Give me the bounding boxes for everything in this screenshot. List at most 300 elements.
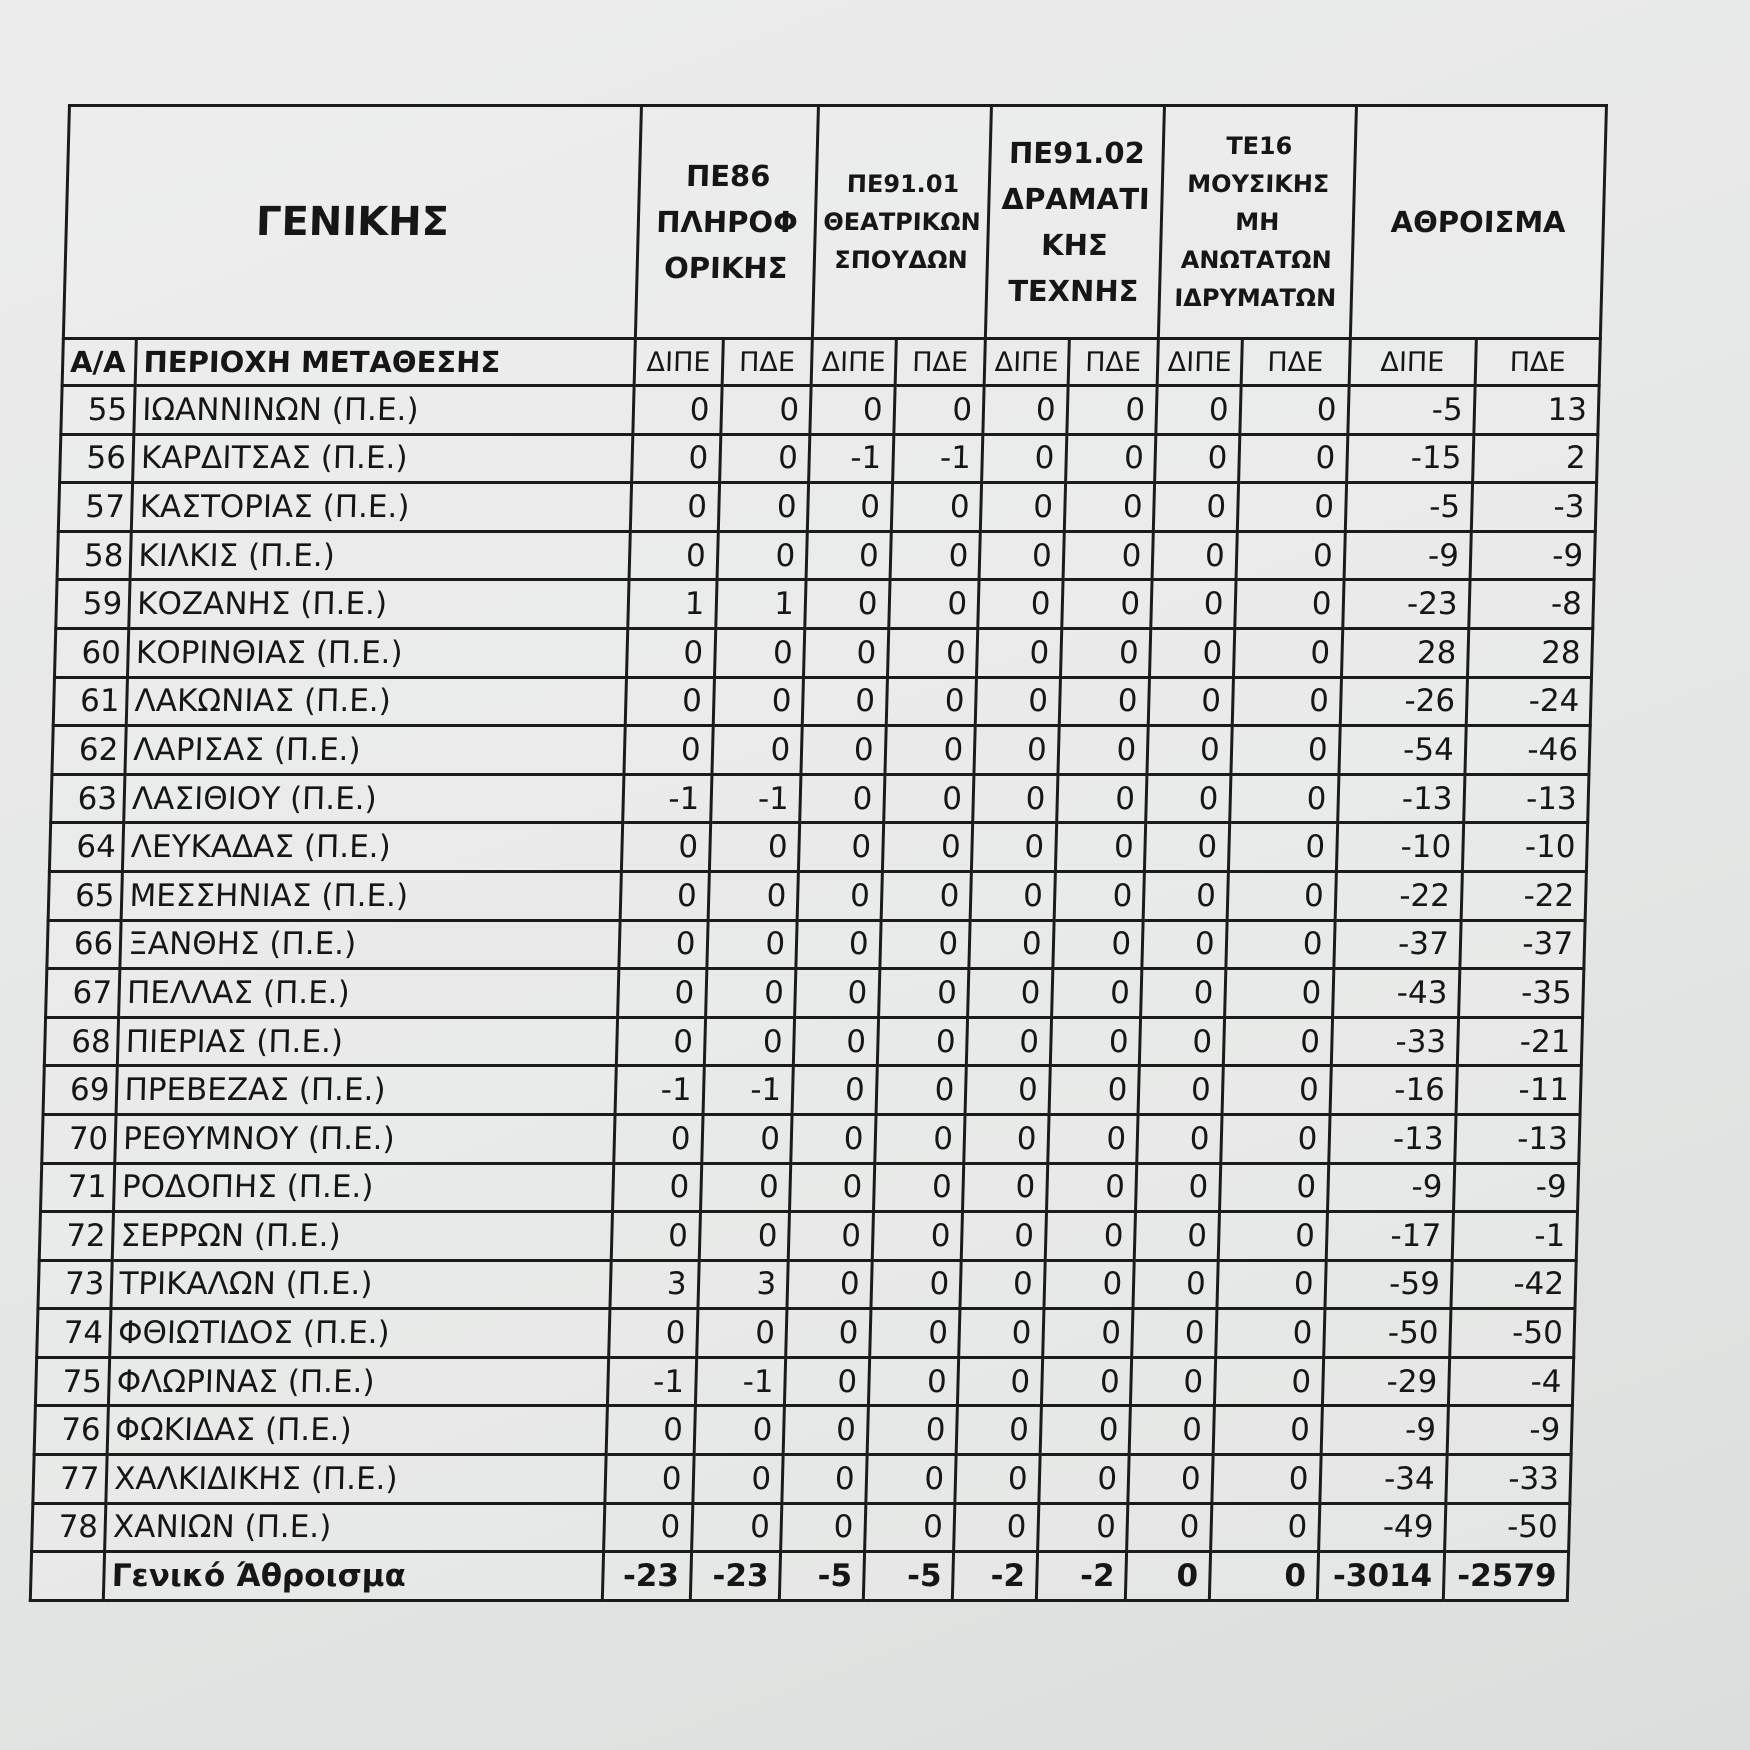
value-cell: 0 <box>1238 434 1347 483</box>
value-cell: -10 <box>1462 823 1588 872</box>
row-number: 67 <box>46 969 121 1018</box>
value-cell: 0 <box>605 1455 694 1504</box>
value-cell: 0 <box>1155 434 1240 483</box>
value-cell: 0 <box>788 1212 873 1261</box>
value-cell: 0 <box>885 726 976 775</box>
value-cell: 0 <box>699 1212 790 1261</box>
row-number: 64 <box>49 823 124 872</box>
region-name: ΛΕΥΚΑΔΑΣ (Π.Ε.) <box>123 823 623 872</box>
value-cell: -13 <box>1455 1114 1581 1163</box>
value-cell: 0 <box>1066 386 1157 435</box>
value-cell: 0 <box>1148 677 1233 726</box>
value-cell: 1 <box>715 580 806 629</box>
group-line: ΘΕΑΤΡΙΚΩΝ <box>822 208 982 236</box>
value-cell: 0 <box>1239 386 1348 435</box>
document-sheet <box>29 104 1608 1595</box>
value-cell: 0 <box>1064 483 1155 532</box>
table-row <box>57 531 1595 580</box>
value-cell: -29 <box>1322 1357 1449 1406</box>
region-name: ΠΡΕΒΕΖΑΣ (Π.Ε.) <box>116 1066 616 1115</box>
value-cell: 0 <box>624 726 713 775</box>
col-pde-header: ΠΔΕ <box>1068 339 1159 386</box>
region-name: ΧΑΛΚΙΔΙΚΗΣ (Π.Ε.) <box>106 1455 606 1504</box>
table-row <box>35 1357 1573 1406</box>
col-pde-header: ΠΔΕ <box>895 339 986 386</box>
value-cell: -16 <box>1330 1066 1457 1115</box>
value-cell: -9 <box>1321 1406 1448 1455</box>
table-row <box>48 871 1586 920</box>
value-cell: 0 <box>781 1503 866 1552</box>
group-header-sum <box>1350 106 1607 339</box>
value-cell: 0 <box>1152 531 1237 580</box>
value-cell: -43 <box>1332 969 1459 1018</box>
value-cell: 0 <box>960 1260 1045 1309</box>
table-row <box>33 1455 1571 1504</box>
col-pde-header: ΠΔΕ <box>1475 339 1600 386</box>
value-cell: 0 <box>1129 1406 1214 1455</box>
value-cell: 0 <box>618 969 707 1018</box>
value-cell: 0 <box>871 1260 962 1309</box>
group-line: ΤΕ16 <box>1225 132 1293 160</box>
value-cell: 0 <box>1151 580 1236 629</box>
value-cell: -8 <box>1469 580 1595 629</box>
row-number: 65 <box>48 871 123 920</box>
value-cell: 0 <box>1040 1406 1131 1455</box>
value-cell: -9 <box>1344 531 1471 580</box>
value-cell: -9 <box>1447 1406 1573 1455</box>
region-name: ΦΘΙΩΤΙΔΟΣ (Π.Ε.) <box>110 1309 610 1358</box>
group-line: ΠΕ86 <box>685 159 771 193</box>
table-row <box>38 1260 1576 1309</box>
value-cell: -24 <box>1466 677 1592 726</box>
row-number: 71 <box>40 1163 115 1212</box>
row-number: 61 <box>53 677 128 726</box>
value-cell: -1 <box>695 1357 786 1406</box>
value-cell: 0 <box>797 871 882 920</box>
value-cell: 0 <box>1217 1260 1326 1309</box>
value-cell: 0 <box>1218 1212 1327 1261</box>
value-cell: 0 <box>1222 1066 1331 1115</box>
value-cell: 0 <box>1128 1455 1213 1504</box>
value-cell: -35 <box>1458 969 1584 1018</box>
value-cell: 28 <box>1341 628 1468 677</box>
table-body <box>32 386 1600 1552</box>
value-cell: 0 <box>887 628 978 677</box>
value-cell: 0 <box>621 823 710 872</box>
value-cell: 0 <box>694 1406 785 1455</box>
table-row <box>60 434 1598 483</box>
row-number: 78 <box>32 1503 107 1552</box>
value-cell: 3 <box>610 1260 699 1309</box>
value-cell: 0 <box>1139 1017 1224 1066</box>
value-cell: 0 <box>1153 483 1238 532</box>
value-cell: 0 <box>718 483 809 532</box>
value-cell: -21 <box>1457 1017 1583 1066</box>
table-row <box>32 1503 1570 1552</box>
col-dipe-header: ΔΙΠΕ <box>1157 339 1242 386</box>
region-name: ΛΑΡΙΣΑΣ (Π.Ε.) <box>125 726 625 775</box>
value-cell: -11 <box>1456 1066 1582 1115</box>
value-cell: 0 <box>611 1212 700 1261</box>
region-name: ΠΙΕΡΙΑΣ (Π.Ε.) <box>118 1017 618 1066</box>
value-cell: -1 <box>703 1066 794 1115</box>
table-row <box>58 483 1596 532</box>
group-line: ΑΘΡΟΙΣΜΑ <box>1390 205 1567 239</box>
value-cell: 0 <box>1146 774 1231 823</box>
value-cell: -1 <box>809 434 894 483</box>
value-cell: 0 <box>1037 1503 1128 1552</box>
region-name: ΜΕΣΣΗΝΙΑΣ (Π.Ε.) <box>121 871 621 920</box>
value-cell: 0 <box>879 920 970 969</box>
value-cell: -1 <box>615 1066 704 1115</box>
value-cell: 0 <box>1210 1503 1319 1552</box>
value-cell: 0 <box>893 386 984 435</box>
value-cell: 0 <box>609 1309 698 1358</box>
value-cell: 0 <box>691 1503 782 1552</box>
row-number: 75 <box>35 1357 110 1406</box>
value-cell: 0 <box>864 1503 955 1552</box>
value-cell: -13 <box>1337 774 1464 823</box>
value-cell: 0 <box>1056 774 1147 823</box>
total-cell: -23 <box>690 1552 781 1601</box>
value-cell: 0 <box>972 823 1057 872</box>
value-cell: 0 <box>1142 920 1227 969</box>
value-cell: 0 <box>692 1455 783 1504</box>
row-number: 68 <box>44 1017 119 1066</box>
value-cell: 0 <box>719 434 810 483</box>
table-row <box>46 969 1584 1018</box>
value-cell: 0 <box>1052 920 1143 969</box>
table-row <box>42 1114 1580 1163</box>
value-cell: 0 <box>979 531 1064 580</box>
col-pde-header: ΠΔΕ <box>722 339 813 386</box>
total-cell: -23 <box>602 1552 691 1601</box>
value-cell: -10 <box>1336 823 1463 872</box>
region-name: ΚΟΡΙΝΘΙΑΣ (Π.Ε.) <box>128 628 628 677</box>
value-cell: 0 <box>1127 1503 1212 1552</box>
value-cell: 0 <box>1228 823 1337 872</box>
value-cell: 0 <box>1215 1309 1324 1358</box>
value-cell: 0 <box>799 823 884 872</box>
value-cell: -15 <box>1346 434 1473 483</box>
value-cell: 0 <box>869 1309 960 1358</box>
region-name: ΚΟΖΑΝΗΣ (Π.Ε.) <box>129 580 629 629</box>
value-cell: 0 <box>965 1066 1050 1115</box>
value-cell: -1 <box>607 1357 696 1406</box>
value-cell: 0 <box>1054 871 1145 920</box>
value-cell: -54 <box>1338 726 1465 775</box>
value-cell: 3 <box>697 1260 788 1309</box>
region-name: ΛΑΚΩΝΙΑΣ (Π.Ε.) <box>127 677 627 726</box>
col-dipe-header: ΔΙΠΕ <box>634 339 723 386</box>
value-cell: 0 <box>791 1114 876 1163</box>
row-number: 62 <box>52 726 127 775</box>
value-cell: 0 <box>633 386 722 435</box>
row-number: 70 <box>42 1114 117 1163</box>
value-cell: 0 <box>1233 628 1342 677</box>
value-cell: 0 <box>1049 1066 1140 1115</box>
value-cell: 0 <box>790 1163 875 1212</box>
value-cell: 0 <box>796 920 881 969</box>
col-dipe-header: ΔΙΠΕ <box>811 339 896 386</box>
col-pde-header: ΠΔΕ <box>1241 339 1350 386</box>
value-cell: 0 <box>958 1357 1043 1406</box>
row-number: 72 <box>39 1212 114 1261</box>
value-cell: 0 <box>787 1260 872 1309</box>
region-name: ΚΑΡΔΙΤΣΑΣ (Π.Ε.) <box>133 434 633 483</box>
value-cell: -4 <box>1448 1357 1574 1406</box>
value-cell: 0 <box>1234 580 1343 629</box>
region-name: ΡΟΔΟΠΗΣ (Π.Ε.) <box>114 1163 614 1212</box>
value-cell: 0 <box>801 726 886 775</box>
value-cell: 0 <box>1136 1163 1221 1212</box>
value-cell: -26 <box>1340 677 1467 726</box>
total-cell: -5 <box>863 1552 954 1601</box>
value-cell: 0 <box>1219 1163 1328 1212</box>
row-number: 69 <box>43 1066 118 1115</box>
value-cell: -50 <box>1449 1309 1575 1358</box>
row-number: 55 <box>61 386 136 435</box>
value-cell: 0 <box>704 1017 795 1066</box>
value-cell: 0 <box>961 1212 1046 1261</box>
region-name: ΧΑΝΙΩΝ (Π.Ε.) <box>105 1503 605 1552</box>
value-cell: 0 <box>873 1163 964 1212</box>
group-header-pe86 <box>635 106 818 339</box>
value-cell: -13 <box>1463 774 1589 823</box>
col-aa-header: Α/Α <box>62 339 137 386</box>
value-cell: 0 <box>613 1163 702 1212</box>
value-cell: 0 <box>1143 871 1228 920</box>
value-cell: 0 <box>1042 1309 1133 1358</box>
value-cell: 0 <box>1050 1017 1141 1066</box>
value-cell: 0 <box>1044 1260 1135 1309</box>
value-cell: -49 <box>1318 1503 1445 1552</box>
group-line: ΜΟΥΣΙΚΗΣ <box>1186 170 1330 198</box>
value-cell: 0 <box>1147 726 1232 775</box>
value-cell: -22 <box>1461 871 1587 920</box>
row-number: 63 <box>51 774 126 823</box>
value-cell: 0 <box>714 628 805 677</box>
value-cell: -46 <box>1465 726 1591 775</box>
total-aa-cell <box>30 1552 105 1601</box>
region-name: ΦΩΚΙΔΑΣ (Π.Ε.) <box>107 1406 607 1455</box>
value-cell: 0 <box>720 386 811 435</box>
value-cell: 0 <box>973 774 1058 823</box>
value-cell: 0 <box>888 580 979 629</box>
value-cell: -50 <box>1444 1503 1570 1552</box>
value-cell: 0 <box>1138 1066 1223 1115</box>
value-cell: 0 <box>802 677 887 726</box>
group-header-te16 <box>1159 106 1356 339</box>
group-line: ΙΔΡΥΜΑΤΩΝ <box>1174 284 1337 312</box>
group-line: ΚΗΣ <box>1040 228 1109 262</box>
value-cell: 0 <box>709 823 800 872</box>
table-row <box>49 823 1587 872</box>
row-number: 58 <box>57 531 132 580</box>
value-cell: 0 <box>883 774 974 823</box>
row-number: 57 <box>58 483 133 532</box>
value-cell: 0 <box>1145 823 1230 872</box>
value-cell: 0 <box>881 871 972 920</box>
value-cell: 0 <box>978 580 1063 629</box>
value-cell: -1 <box>623 774 712 823</box>
value-cell: 0 <box>1058 726 1149 775</box>
value-cell: 0 <box>977 628 1062 677</box>
total-cell: 0 <box>1209 1552 1318 1601</box>
table-row <box>43 1066 1581 1115</box>
col-dipe-header: ΔΙΠΕ <box>1349 339 1476 386</box>
row-number: 73 <box>38 1260 113 1309</box>
region-name: ΛΑΣΙΘΙΟΥ (Π.Ε.) <box>124 774 624 823</box>
table-row <box>37 1309 1575 1358</box>
region-name: ΦΛΩΡΙΝΑΣ (Π.Ε.) <box>109 1357 609 1406</box>
subheader-row <box>62 339 1600 386</box>
value-cell: 0 <box>807 483 892 532</box>
value-cell: 0 <box>708 871 799 920</box>
region-name: ΠΕΛΛΑΣ (Π.Ε.) <box>119 969 619 1018</box>
value-cell: 0 <box>713 677 804 726</box>
table-row <box>39 1212 1577 1261</box>
total-cell: -2 <box>952 1552 1037 1601</box>
region-name: ΞΑΝΘΗΣ (Π.Ε.) <box>120 920 620 969</box>
value-cell: -1 <box>710 774 801 823</box>
value-cell: -9 <box>1470 531 1596 580</box>
value-cell: 0 <box>1045 1212 1136 1261</box>
value-cell: -34 <box>1319 1455 1446 1504</box>
value-cell: 0 <box>627 628 716 677</box>
value-cell: -1 <box>1452 1212 1578 1261</box>
value-cell: 0 <box>882 823 973 872</box>
value-cell: 0 <box>1051 969 1142 1018</box>
value-cell: 0 <box>1231 726 1340 775</box>
value-cell: 0 <box>963 1163 1048 1212</box>
value-cell: 2 <box>1472 434 1598 483</box>
value-cell: 0 <box>805 580 890 629</box>
row-number: 56 <box>60 434 135 483</box>
value-cell: 0 <box>969 920 1054 969</box>
header-row <box>63 106 1606 339</box>
value-cell: 0 <box>964 1114 1049 1163</box>
value-cell: 0 <box>1038 1455 1129 1504</box>
value-cell: -59 <box>1324 1260 1451 1309</box>
value-cell: -23 <box>1342 580 1469 629</box>
transfer-table <box>29 104 1608 1602</box>
value-cell: 0 <box>956 1406 1041 1455</box>
value-cell: 0 <box>783 1406 868 1455</box>
col-dipe-header: ΔΙΠΕ <box>984 339 1069 386</box>
total-cell: -5 <box>779 1552 864 1601</box>
value-cell: 0 <box>717 531 808 580</box>
row-number: 74 <box>37 1309 112 1358</box>
group-header-pe9102 <box>986 106 1165 339</box>
value-cell: 1 <box>628 580 717 629</box>
table-row <box>34 1406 1572 1455</box>
value-cell: 0 <box>959 1309 1044 1358</box>
region-name: ΚΑΣΤΟΡΙΑΣ (Π.Ε.) <box>132 483 632 532</box>
table-row <box>53 677 1591 726</box>
value-cell: -3 <box>1471 483 1597 532</box>
value-cell: 0 <box>1059 677 1150 726</box>
total-cell: -3014 <box>1317 1552 1444 1601</box>
value-cell: 0 <box>792 1066 877 1115</box>
value-cell: 0 <box>955 1455 1040 1504</box>
region-name: ΣΕΡΡΩΝ (Π.Ε.) <box>113 1212 613 1261</box>
value-cell: 0 <box>804 628 889 677</box>
value-cell: 0 <box>975 677 1060 726</box>
value-cell: 0 <box>705 969 796 1018</box>
value-cell: 0 <box>877 1017 968 1066</box>
value-cell: 0 <box>701 1114 792 1163</box>
value-cell: 0 <box>785 1357 870 1406</box>
value-cell: 0 <box>1131 1357 1216 1406</box>
value-cell: 0 <box>1141 969 1226 1018</box>
value-cell: 0 <box>1065 434 1156 483</box>
value-cell: -5 <box>1345 483 1472 532</box>
value-cell: 0 <box>616 1017 705 1066</box>
value-cell: 0 <box>696 1309 787 1358</box>
value-cell: 0 <box>878 969 969 1018</box>
row-number: 77 <box>33 1455 108 1504</box>
value-cell: 0 <box>982 434 1067 483</box>
value-cell: 0 <box>1223 1017 1332 1066</box>
value-cell: 0 <box>891 483 982 532</box>
value-cell: 0 <box>1236 531 1345 580</box>
value-cell: 0 <box>606 1406 695 1455</box>
value-cell: -5 <box>1347 386 1474 435</box>
value-cell: 0 <box>876 1066 967 1115</box>
value-cell: -33 <box>1446 1455 1572 1504</box>
value-cell: 0 <box>1232 677 1341 726</box>
value-cell: -50 <box>1323 1309 1450 1358</box>
value-cell: 0 <box>1220 1114 1329 1163</box>
value-cell: 0 <box>632 434 721 483</box>
value-cell: 0 <box>1133 1260 1218 1309</box>
value-cell: 0 <box>968 969 1053 1018</box>
row-number: 66 <box>47 920 122 969</box>
value-cell: 0 <box>1061 580 1152 629</box>
value-cell: -42 <box>1451 1260 1577 1309</box>
region-name: ΡΕΘΥΜΝΟΥ (Π.Ε.) <box>115 1114 615 1163</box>
region-name: ΚΙΛΚΙΣ (Π.Ε.) <box>130 531 630 580</box>
value-cell: 0 <box>1137 1114 1222 1163</box>
group-line: ΤΕΧΝΗΣ <box>1007 274 1139 308</box>
value-cell: 0 <box>867 1406 958 1455</box>
table-title: ΓΕΝΙΚΗΣ <box>63 106 641 339</box>
value-cell: 0 <box>786 1309 871 1358</box>
value-cell: 0 <box>1211 1455 1320 1504</box>
value-cell: 0 <box>874 1114 965 1163</box>
group-line: ΠΕ91.01 <box>846 170 960 198</box>
value-cell: 0 <box>1055 823 1146 872</box>
value-cell: 0 <box>1060 628 1151 677</box>
group-header-pe9101 <box>812 106 991 339</box>
table-row <box>52 726 1590 775</box>
region-name: ΙΩΑΝΝΙΝΩΝ (Π.Ε.) <box>134 386 634 435</box>
value-cell: 0 <box>865 1455 956 1504</box>
value-cell: 0 <box>795 969 880 1018</box>
value-cell: 0 <box>793 1017 878 1066</box>
table-row <box>51 774 1589 823</box>
value-cell: 0 <box>980 483 1065 532</box>
value-cell: 0 <box>1041 1357 1132 1406</box>
value-cell: 0 <box>706 920 797 969</box>
table-row <box>54 628 1592 677</box>
value-cell: 0 <box>872 1212 963 1261</box>
group-line: ΜΗ <box>1234 208 1280 236</box>
value-cell: 0 <box>619 920 708 969</box>
value-cell: 0 <box>620 871 709 920</box>
value-cell: 28 <box>1467 628 1593 677</box>
